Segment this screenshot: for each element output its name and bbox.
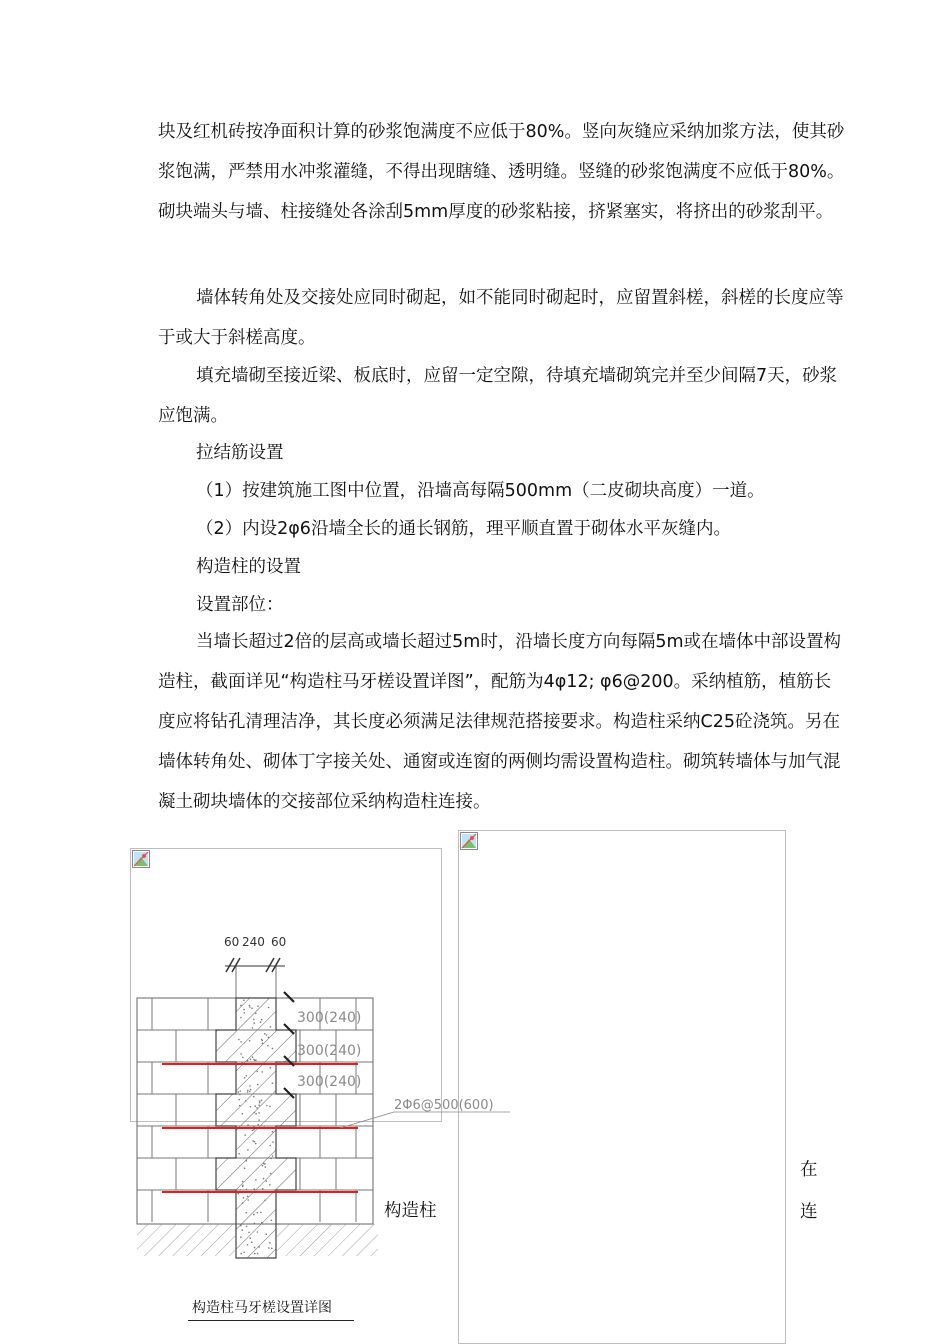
concrete-aggregate-dot	[240, 1253, 242, 1255]
concrete-aggregate-dot	[263, 1178, 265, 1180]
concrete-aggregate-dot	[242, 1185, 244, 1187]
concrete-aggregate-dot	[240, 1225, 242, 1227]
concrete-aggregate-dot	[246, 1075, 248, 1077]
concrete-aggregate-dot	[263, 1163, 265, 1165]
concrete-aggregate-dot	[239, 1189, 241, 1191]
concrete-aggregate-dot	[262, 1042, 264, 1044]
concrete-aggregate-dot	[243, 999, 245, 1001]
concrete-aggregate-dot	[253, 1022, 255, 1024]
concrete-aggregate-dot	[254, 1141, 256, 1143]
concrete-aggregate-dot	[251, 1007, 253, 1009]
dim-label: 60	[271, 935, 287, 949]
concrete-aggregate-dot	[272, 1131, 274, 1133]
concrete-aggregate-dot	[270, 1026, 272, 1028]
concrete-aggregate-dot	[255, 1143, 257, 1145]
concrete-aggregate-dot	[240, 1053, 242, 1055]
concrete-aggregate-dot	[254, 1060, 256, 1062]
concrete-aggregate-dot	[253, 1019, 255, 1021]
concrete-aggregate-dot	[272, 1082, 274, 1084]
concrete-aggregate-dot	[244, 1077, 246, 1079]
concrete-aggregate-dot	[253, 1096, 255, 1098]
concrete-aggregate-dot	[247, 1124, 249, 1126]
concrete-aggregate-dot	[272, 1155, 274, 1157]
concrete-aggregate-dot	[255, 1113, 257, 1115]
ground-hatch	[276, 1224, 378, 1256]
concrete-aggregate-dot	[255, 1013, 257, 1015]
concrete-aggregate-dot	[257, 1212, 259, 1214]
concrete-aggregate-dot	[255, 1179, 257, 1181]
concrete-aggregate-dot	[254, 1223, 256, 1225]
heading-column: 构造柱的设置	[196, 557, 301, 577]
concrete-aggregate-dot	[270, 1173, 272, 1175]
list-item-1: （1）按建筑施工图中位置，沿墙高每隔500mm（二皮砌块高度）一道。	[196, 481, 765, 501]
concrete-aggregate-dot	[246, 1226, 248, 1228]
concrete-aggregate-dot	[244, 1134, 246, 1136]
concrete-aggregate-dot	[260, 1021, 262, 1023]
column-label: 构造柱	[384, 1201, 437, 1221]
concrete-aggregate-dot	[246, 1212, 248, 1214]
concrete-aggregate-dot	[254, 1253, 256, 1255]
concrete-aggregate-dot	[257, 1071, 259, 1073]
concrete-aggregate-dot	[272, 1048, 274, 1050]
concrete-aggregate-dot	[257, 1124, 259, 1126]
concrete-aggregate-dot	[240, 1017, 242, 1019]
concrete-aggregate-dot	[264, 1125, 266, 1127]
paragraph-fill-wall: 填充墙砌至接近梁、板底时，应留一定空隙，待填充墙砌筑完并至少间隔7天，砂浆应饱满。	[158, 366, 838, 426]
paragraph-mortar: 块及红机砖按净面积计算的砂浆饱满度不应低于80%。竖向灰缝应采纳加浆方法，使其砂浆饱满，严禁用水冲浆灌缝，不得出现瞎缝、透明缝。竖缝的砂浆饱满度不应低于80%。砌块端头与墙、柱接缝处各涂刮5mm厚度的砂浆粘接，挤紧塞实，将挤出的砂浆刮平。	[158, 122, 845, 222]
concrete-aggregate-dot	[247, 1196, 249, 1198]
concrete-aggregate-dot	[260, 1212, 262, 1214]
concrete-aggregate-dot	[271, 1220, 273, 1222]
concrete-aggregate-dot	[253, 1129, 255, 1131]
concrete-aggregate-dot	[240, 1090, 242, 1092]
concrete-aggregate-dot	[266, 1034, 268, 1036]
caption-underline	[188, 1320, 354, 1321]
concrete-aggregate-dot	[247, 1199, 249, 1201]
concrete-aggregate-dot	[243, 1197, 245, 1199]
concrete-aggregate-dot	[240, 1041, 242, 1043]
concrete-aggregate-dot	[240, 1236, 242, 1238]
concrete-aggregate-dot	[268, 1037, 270, 1039]
spacing-label: 300(240)	[297, 1043, 362, 1059]
concrete-aggregate-dot	[270, 1067, 272, 1069]
ground-hatch	[137, 1224, 236, 1256]
list-item-2: （2）内设2φ6沿墙全长的通长钢筋，理平顺直置于砌体水平灰缝内。	[196, 519, 731, 539]
side-text: 连	[800, 1202, 818, 1222]
heading-position: 设置部位：	[196, 595, 284, 615]
concrete-aggregate-dot	[250, 1106, 252, 1108]
concrete-aggregate-dot	[269, 1184, 271, 1186]
concrete-aggregate-dot	[244, 1168, 246, 1170]
concrete-aggregate-dot	[243, 1009, 245, 1011]
concrete-aggregate-dot	[239, 1094, 241, 1096]
concrete-aggregate-dot	[266, 1233, 268, 1235]
concrete-aggregate-dot	[269, 1242, 271, 1244]
concrete-aggregate-dot	[247, 1244, 249, 1246]
concrete-aggregate-dot	[247, 1090, 249, 1092]
concrete-aggregate-dot	[246, 1189, 248, 1191]
paragraph-column-spec: 当墙长超过2倍的层高或墙长超过5m时，沿墙长度方向每隔5m或在墙体中部设置构造柱，截面详见“构造柱马牙槎设置详图”，配筋为4φ12; φ6@200。采纳植筋，植筋长度应将钻孔清理洁净，其长度必须满足法律规范搭接要求。构造柱采纳C25砼浇筑。另在墙体转角处、砌体丁字接关处、通窗或连窗的两侧均需设置构造柱。砌筑转墙体与加气混凝土砌块墙体的交接部位采纳构造柱连接。	[158, 632, 841, 812]
concrete-aggregate-dot	[258, 1112, 260, 1114]
concrete-aggregate-dot	[238, 1091, 240, 1093]
concrete-aggregate-dot	[267, 1045, 269, 1047]
concrete-aggregate-dot	[256, 1107, 258, 1109]
concrete-aggregate-dot	[245, 1100, 247, 1102]
concrete-aggregate-dot	[257, 1231, 259, 1233]
concrete-aggregate-dot	[254, 1247, 256, 1249]
concrete-aggregate-dot	[249, 1085, 251, 1087]
concrete-aggregate-dot	[272, 1141, 274, 1143]
concrete-aggregate-dot	[261, 1039, 263, 1041]
concrete-aggregate-dot	[258, 1104, 260, 1106]
spacing-label: 300(240)	[297, 1074, 362, 1090]
concrete-aggregate-dot	[249, 1237, 251, 1239]
concrete-aggregate-dot	[253, 1214, 255, 1216]
concrete-aggregate-dot	[239, 1099, 241, 1101]
concrete-aggregate-dot	[262, 1165, 264, 1167]
concrete-aggregate-dot	[248, 1232, 250, 1234]
concrete-aggregate-dot	[250, 1089, 252, 1091]
concrete-aggregate-dot	[262, 1188, 264, 1190]
concrete-aggregate-dot	[269, 1145, 271, 1147]
dim-label: 60	[224, 935, 240, 949]
concrete-aggregate-dot	[268, 1007, 270, 1009]
concrete-aggregate-dot	[249, 1040, 251, 1042]
concrete-aggregate-dot	[246, 1160, 248, 1162]
concrete-aggregate-dot	[249, 1091, 251, 1093]
side-text: 在	[800, 1160, 818, 1180]
concrete-aggregate-dot	[254, 1188, 256, 1190]
concrete-aggregate-dot	[257, 1005, 259, 1007]
concrete-aggregate-dot	[254, 1105, 256, 1107]
figure-caption: 构造柱马牙槎设置详图	[192, 1300, 332, 1316]
dim-label: 240	[242, 935, 265, 949]
concrete-aggregate-dot	[242, 1181, 244, 1183]
concrete-aggregate-dot	[259, 1102, 261, 1104]
concrete-aggregate-dot	[258, 1119, 260, 1121]
concrete-aggregate-dot	[264, 1200, 266, 1202]
concrete-aggregate-dot	[259, 1100, 261, 1102]
concrete-aggregate-dot	[249, 1006, 251, 1008]
concrete-aggregate-dot	[271, 1248, 273, 1250]
concrete-aggregate-dot	[238, 1153, 240, 1155]
concrete-aggregate-dot	[261, 1099, 263, 1101]
concrete-aggregate-dot	[247, 1060, 249, 1062]
concrete-aggregate-dot	[243, 1252, 245, 1254]
paragraph-corner: 墙体转角处及交接处应同时砌起，如不能同时砌起时，应留置斜槎，斜槎的长度应等于或大于斜槎高度。	[158, 288, 844, 348]
concrete-aggregate-dot	[258, 1246, 260, 1248]
concrete-aggregate-dot	[244, 1012, 246, 1014]
concrete-aggregate-dot	[257, 1084, 259, 1086]
concrete-aggregate-dot	[242, 1202, 244, 1204]
concrete-aggregate-dot	[261, 1071, 263, 1073]
concrete-aggregate-dot	[261, 1222, 263, 1224]
heading-tie-bar: 拉结筋设置	[196, 443, 284, 463]
spacing-label: 300(240)	[297, 1010, 362, 1026]
concrete-aggregate-dot	[253, 1112, 255, 1114]
concrete-aggregate-dot	[240, 1005, 242, 1007]
concrete-aggregate-dot	[247, 1091, 249, 1093]
concrete-aggregate-dot	[238, 1039, 240, 1041]
rebar-label: 2Φ6@500(600)	[394, 1098, 494, 1113]
concrete-aggregate-dot	[266, 1105, 268, 1107]
concrete-aggregate-dot	[252, 1130, 254, 1132]
concrete-aggregate-dot	[268, 1247, 270, 1249]
concrete-aggregate-dot	[257, 1253, 259, 1255]
concrete-aggregate-dot	[266, 1180, 268, 1182]
concrete-aggregate-dot	[269, 1106, 271, 1108]
concrete-aggregate-dot	[250, 1059, 252, 1061]
concrete-aggregate-dot	[252, 1027, 254, 1029]
concrete-aggregate-dot	[252, 1056, 254, 1058]
concrete-aggregate-dot	[249, 1005, 251, 1007]
concrete-aggregate-dot	[242, 1057, 244, 1059]
concrete-aggregate-dot	[238, 1193, 240, 1195]
concrete-aggregate-dot	[242, 1113, 244, 1115]
concrete-aggregate-dot	[239, 1105, 241, 1107]
concrete-aggregate-dot	[265, 1166, 267, 1168]
concrete-aggregate-dot	[251, 1241, 253, 1243]
concrete-aggregate-dot	[264, 1033, 266, 1035]
concrete-aggregate-dot	[247, 1149, 249, 1151]
concrete-aggregate-dot	[242, 1229, 244, 1231]
concrete-aggregate-dot	[270, 1158, 272, 1160]
concrete-aggregate-dot	[261, 1019, 263, 1021]
